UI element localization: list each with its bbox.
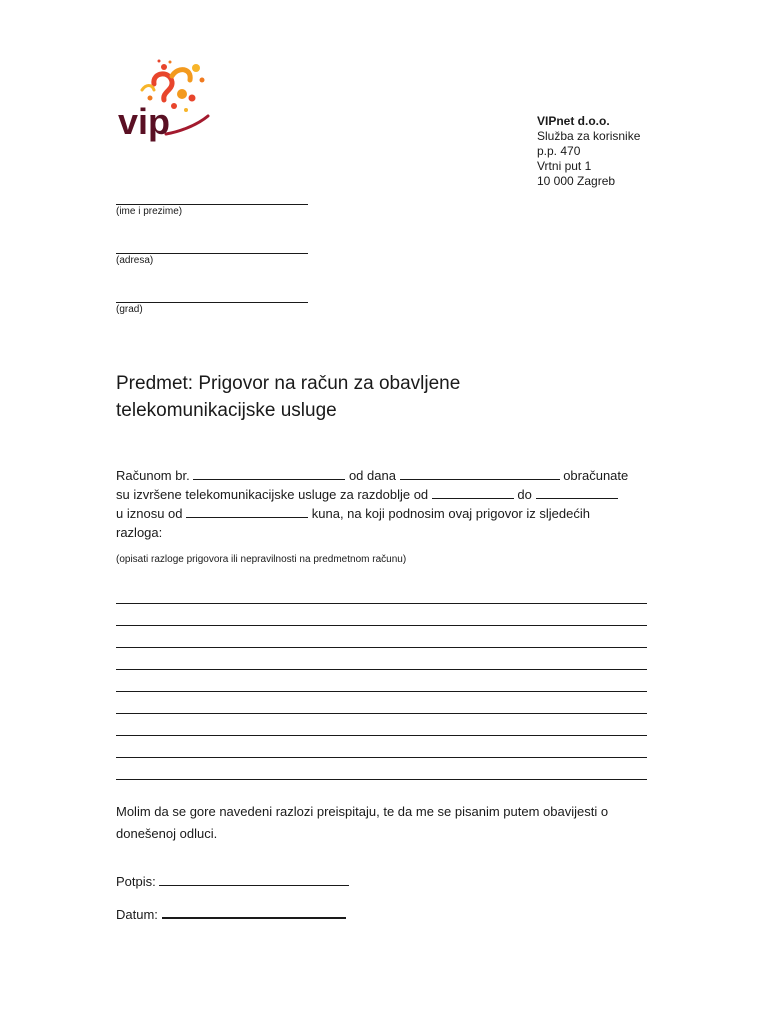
recipient-address (537, 114, 640, 189)
reason-line[interactable] (116, 669, 647, 670)
period-from-label: su izvršene telekomunikacijske usluge za razdoblje od (116, 487, 429, 502)
reason-line[interactable] (116, 735, 647, 736)
date-row (116, 907, 346, 922)
date-label: Datum: (116, 907, 158, 922)
charged-label: obračunate (563, 468, 629, 483)
signature-label: Potpis: (116, 874, 156, 889)
name-field-line[interactable] (116, 204, 308, 205)
reason-line[interactable] (116, 779, 647, 780)
body-line-1 (116, 466, 628, 485)
closing-paragraph: Molim da se gore navedeni razlozi preispitaju, te da me se pisanim putem obavijesti o donešenoj odluci. (116, 804, 609, 841)
invoice-date-blank[interactable] (400, 469, 560, 480)
subject-heading (116, 370, 676, 424)
subject-line-1: Predmet: Prigovor na račun za obavljene (116, 373, 461, 394)
vip-logo-graphic (112, 54, 214, 150)
invoice-date-label: od dana (348, 468, 396, 483)
address-field-caption: (adresa) (116, 255, 154, 266)
reason-line[interactable] (116, 625, 647, 626)
signature-row (116, 874, 349, 889)
subject-line-2: telekomunikacijske usluge (116, 400, 337, 421)
amount-blank[interactable] (186, 507, 308, 518)
address-field-line[interactable] (116, 253, 308, 254)
company-name: VIPnet d.o.o. (537, 114, 610, 128)
invoice-number-label: Računom br. (116, 468, 190, 483)
date-blank[interactable] (162, 907, 346, 919)
invoice-number-blank[interactable] (193, 469, 345, 480)
name-field-caption: (ime i prezime) (116, 206, 183, 217)
reason-line[interactable] (116, 603, 647, 604)
reason-line[interactable] (116, 757, 647, 758)
vip-logo (112, 54, 214, 150)
body-line-2 (116, 485, 618, 504)
company-po-box: p.p. 470 (537, 144, 581, 158)
body-line-3 (116, 504, 590, 523)
city-field-line[interactable] (116, 302, 308, 303)
reason-line[interactable] (116, 647, 647, 648)
body-line-4: razloga: (116, 525, 163, 540)
reason-line[interactable] (116, 713, 647, 714)
city-field-caption: (grad) (116, 304, 143, 315)
amount-currency-text: kuna, na koji podnosim ovaj prigovor iz sljedećih (311, 506, 590, 521)
period-to-label: do (517, 487, 532, 502)
period-to-blank[interactable] (536, 488, 618, 499)
reason-line[interactable] (116, 691, 647, 692)
reasons-hint: (opisati razloge prigovora ili nepravilnosti na predmetnom računu) (116, 554, 407, 565)
company-city: 10 000 Zagreb (537, 174, 616, 188)
period-from-blank[interactable] (432, 488, 514, 499)
company-street: Vrtni put 1 (537, 159, 592, 173)
amount-label: u iznosu od (116, 506, 183, 521)
vip-logo-text: vip (118, 101, 171, 142)
signature-blank[interactable] (159, 875, 349, 886)
company-department: Služba za korisnike (537, 129, 641, 143)
